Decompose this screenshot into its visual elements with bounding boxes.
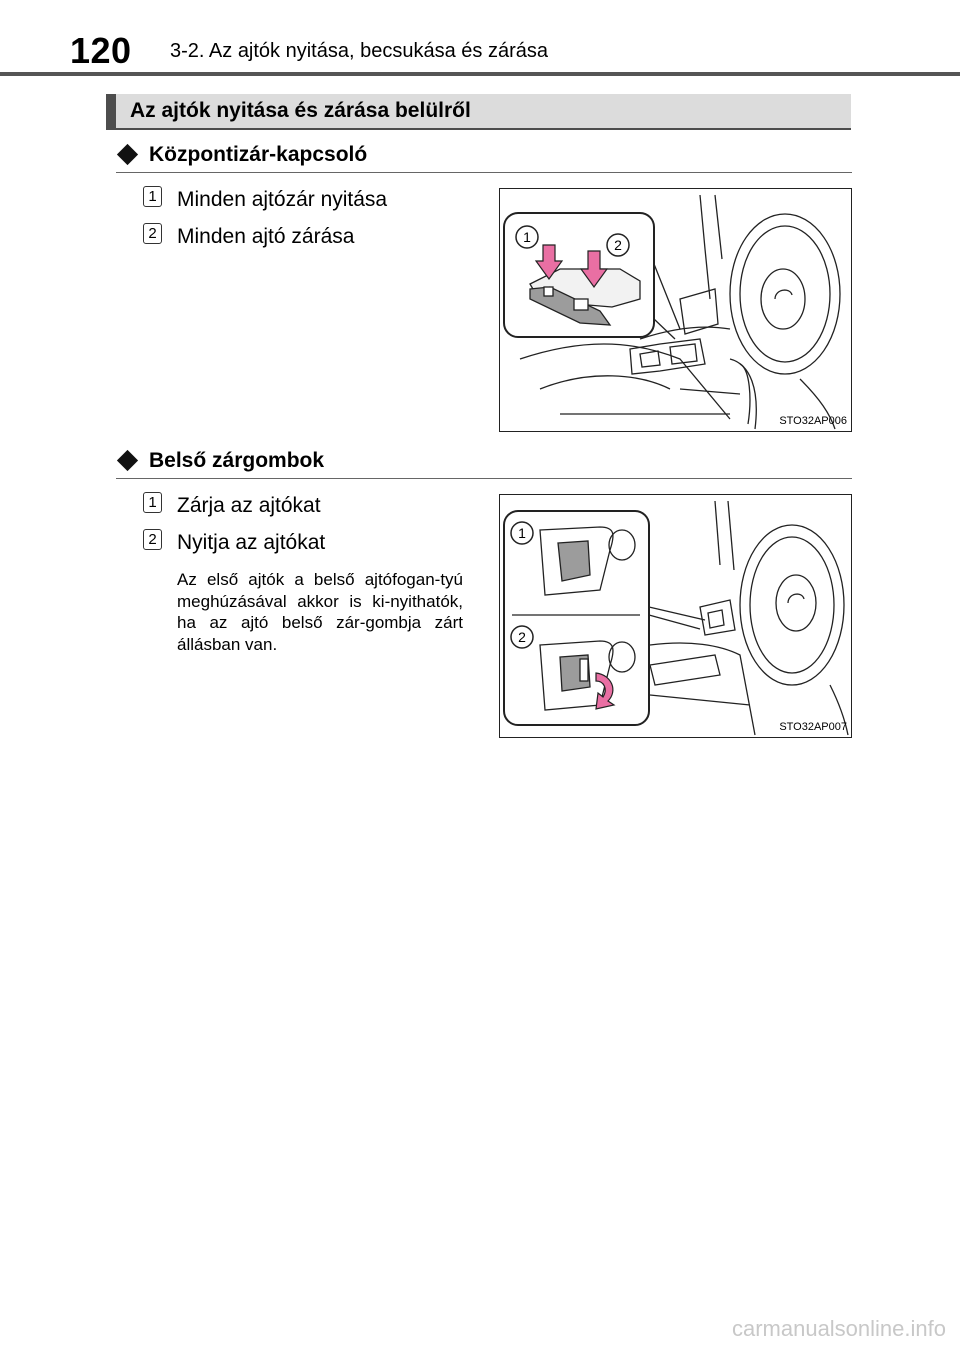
subsection-heading-inside-lock-buttons	[116, 449, 324, 473]
subsection-heading-central-lock	[116, 143, 367, 167]
item-text: Minden ajtózár nyitása	[177, 188, 388, 211]
callout-2: 2	[518, 629, 526, 645]
item-text: Nyitja az ajtókat	[177, 531, 326, 554]
footer-watermark: carmanualsonline.info	[731, 1316, 946, 1341]
chapter-title: 3-2. Az ajtók nyitása, becsukása és zárása	[170, 40, 548, 62]
section-banner	[106, 94, 851, 130]
subsection-title: Belső zárgombok	[149, 449, 325, 472]
diamond-bullet-icon	[117, 450, 138, 471]
figure-illustration	[500, 189, 850, 430]
diamond-bullet-icon	[117, 144, 138, 165]
section-title: Az ajtók nyitása és zárása belülről	[130, 99, 471, 122]
item-number-badge: 1	[143, 186, 162, 207]
subsection-rule	[116, 172, 852, 173]
item-text: Zárja az ajtókat	[177, 494, 321, 517]
item-number-badge: 2	[143, 223, 162, 244]
item-text: Minden ajtó zárása	[177, 225, 355, 248]
figure-illustration	[500, 495, 850, 736]
figure-central-lock-switch	[499, 188, 852, 432]
page-number: 120	[70, 30, 132, 71]
figure-code: STO32AP007	[779, 721, 847, 733]
header-rule	[0, 72, 960, 76]
item-number-badge: 1	[143, 492, 162, 513]
note-paragraph: Az első ajtók a belső ajtófogan-tyú meghúzásával akkor is ki-nyithatók, ha az ajtó belső zár-gombja zárt állásban van.	[177, 570, 463, 654]
subsection-title: Központizár-kapcsoló	[149, 143, 368, 166]
figure-code: STO32AP006	[779, 415, 847, 427]
figure-inside-lock-button	[499, 494, 852, 738]
callout-2: 2	[614, 237, 622, 253]
item-number-badge: 2	[143, 529, 162, 550]
callout-1: 1	[523, 229, 531, 245]
callout-1: 1	[518, 525, 526, 541]
subsection-rule	[116, 478, 852, 479]
